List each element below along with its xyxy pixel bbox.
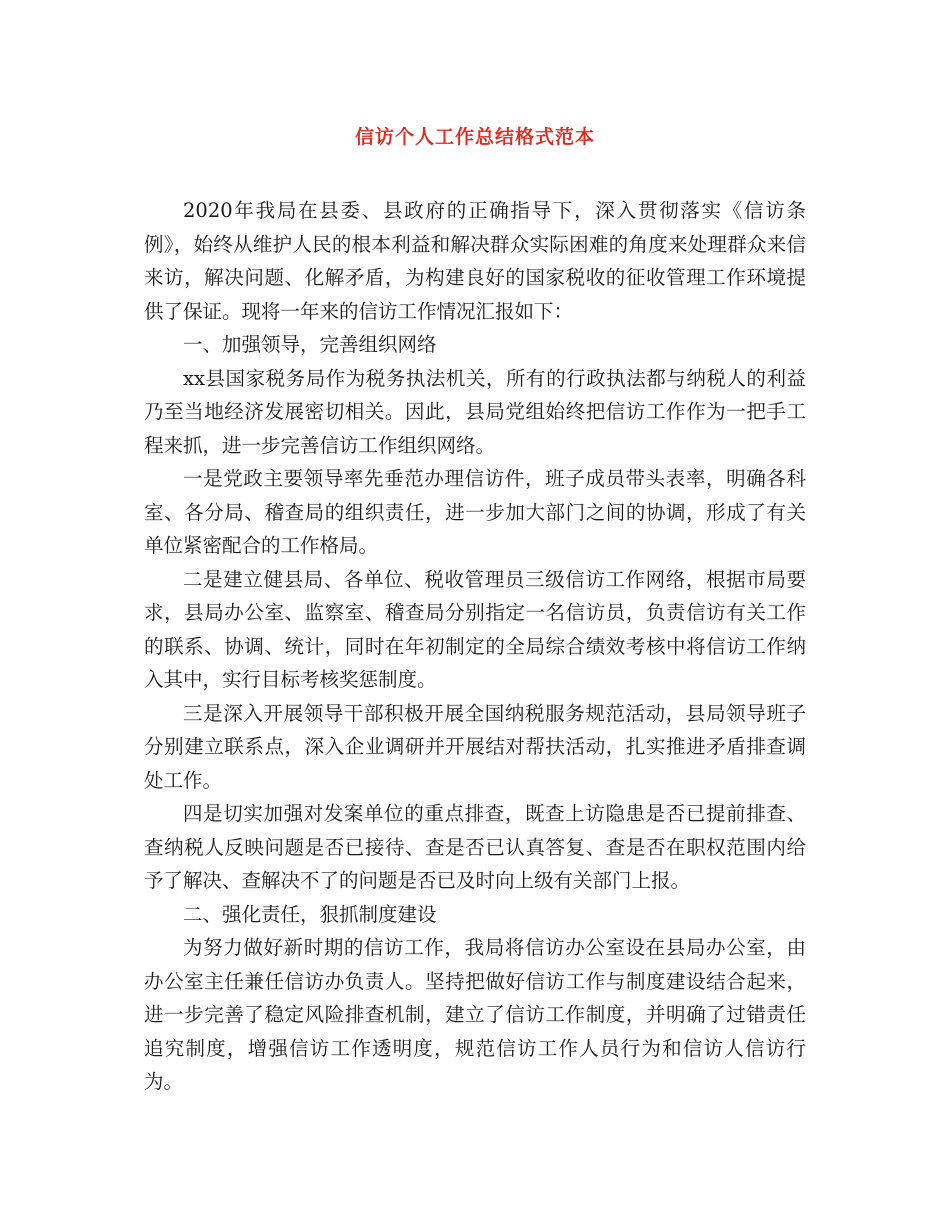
- paragraph: 三是深入开展领导干部积极开展全国纳税服务规范活动，县局领导班子分别建立联系点，深入企业调研并开展结对帮扶活动，扎实推进矛盾排查调处工作。: [144, 701, 806, 792]
- section-heading-1: 一、加强领导，完善组织网络: [183, 333, 437, 356]
- document-title: 信访个人工作总结格式范本: [354, 126, 595, 148]
- paragraph: 一是党政主要领导率先垂范办理信访件，班子成员带头表率，明确各科室、各分局、稽查局的组织责任，进一步加大部门之间的协调，形成了有关单位紧密配合的工作格局。: [144, 467, 806, 557]
- paragraph: 四是切实加强对发案单位的重点排查，既查上访隐患是否已提前排查、查纳税人反映问题是否已接待、查是否已认真答复、查是否在职权范围内给予了解决、查解决不了的问题是否已及时向上级有关部门上报。: [144, 802, 806, 892]
- paragraph: 二是建立健县局、各单位、税收管理员三级信访工作网络，根据市局要求，县局办公室、监察室、稽查局分别指定一名信访员，负责信访有关工作的联系、协调、统计，同时在年初制定的全局综合绩效考核中将信访工作纳入其中，实行目标考核奖惩制度。: [144, 567, 806, 691]
- paragraph-intro: 2020年我局在县委、县政府的正确指导下，深入贯彻落实《信访条例》，始终从维护人民的根本利益和解决群众实际困难的角度来处理群众来信来访，解决问题、化解矛盾，为构建良好的国家税收的征收管理工作环境提供了保证。现将一年来的信访工作情况汇报如下：: [144, 199, 806, 323]
- section-heading-2: 二、强化责任，狠抓制度建设: [183, 902, 437, 926]
- paragraph: 为努力做好新时期的信访工作，我局将信访办公室设在县局办公室，由办公室主任兼任信访办负责人。坚持把做好信访工作与制度建设结合起来，进一步完善了稳定风险排查机制，建立了信访工作制度，并明确了过错责任追究制度，增强信访工作透明度，规范信访工作人员行为和信访人信访行为。: [144, 936, 806, 1093]
- paragraph: xx县国家税务局作为税务执法机关，所有的行政执法都与纳税人的利益乃至当地经济发展密切相关。因此，县局党组始终把信访工作作为一把手工程来抓，进一步完善信访工作组织网络。: [144, 366, 806, 457]
- document-body: [144, 194, 806, 1099]
